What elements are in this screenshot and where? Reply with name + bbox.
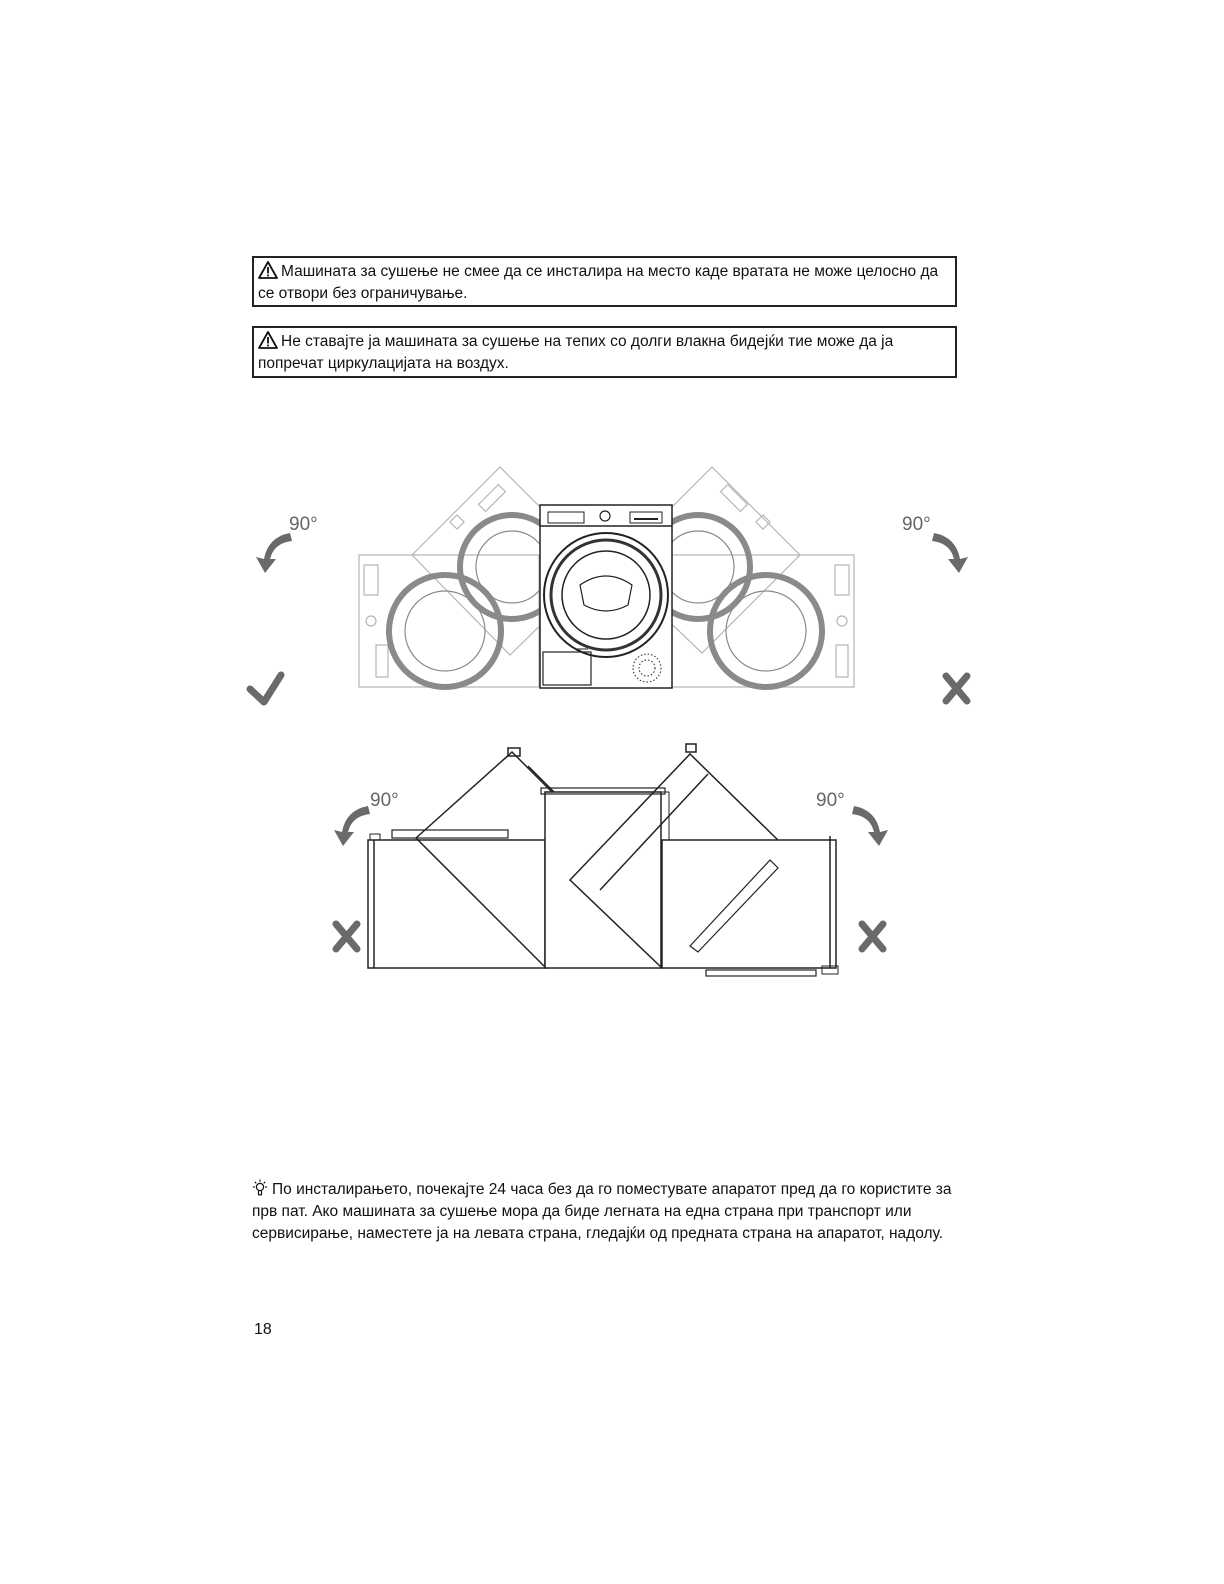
rotate-right-arrow-icon <box>932 533 968 573</box>
lightbulb-icon <box>252 1179 268 1197</box>
dryer-side-upright <box>541 788 669 968</box>
page-number: 18 <box>254 1321 272 1338</box>
cross-icon <box>946 676 967 701</box>
tip-paragraph <box>252 1179 972 1245</box>
cross-icon <box>336 924 357 949</box>
angle-label-right: 90° <box>816 790 845 811</box>
front-view-tilt-diagram <box>0 455 1224 720</box>
dryer-front-upright <box>540 505 672 688</box>
dryer-side-left-lying <box>368 830 545 968</box>
warning-text-carpet: Не ставајте ја машината за сушење на тепих со долги влакна бидејќи тие може да ја попречат циркулацијата на воздух. <box>258 333 894 372</box>
cross-icon <box>862 924 883 949</box>
dryer-side-right-lying <box>662 836 838 976</box>
angle-label-left: 90° <box>289 514 318 535</box>
warning-box-carpet <box>252 326 957 378</box>
warning-triangle-icon <box>258 331 278 349</box>
rotate-left-arrow-icon <box>256 533 292 573</box>
warning-triangle-icon <box>258 261 278 279</box>
rotate-right-arrow-icon <box>852 806 888 846</box>
angle-label-left: 90° <box>370 790 399 811</box>
side-view-tilt-diagram <box>0 740 1224 985</box>
rotate-left-arrow-icon <box>334 806 370 846</box>
warning-text-door: Машината за сушење не смее да се инсталира на место каде вратата не може целосно да се отвори без ограничување. <box>258 263 939 302</box>
check-icon <box>250 675 281 702</box>
angle-label-right: 90° <box>902 514 931 535</box>
warning-box-door <box>252 256 957 307</box>
tip-text: По инсталирањето, почекајте 24 часа без да го поместувате апаратот пред да го користите за прв пат. Ако машината за сушење мора да биде легната на една страна при транспорт или сервисирање, наместете ја на левата страна, гледајќи од предната страна на апаратот, надолу. <box>252 1181 952 1242</box>
